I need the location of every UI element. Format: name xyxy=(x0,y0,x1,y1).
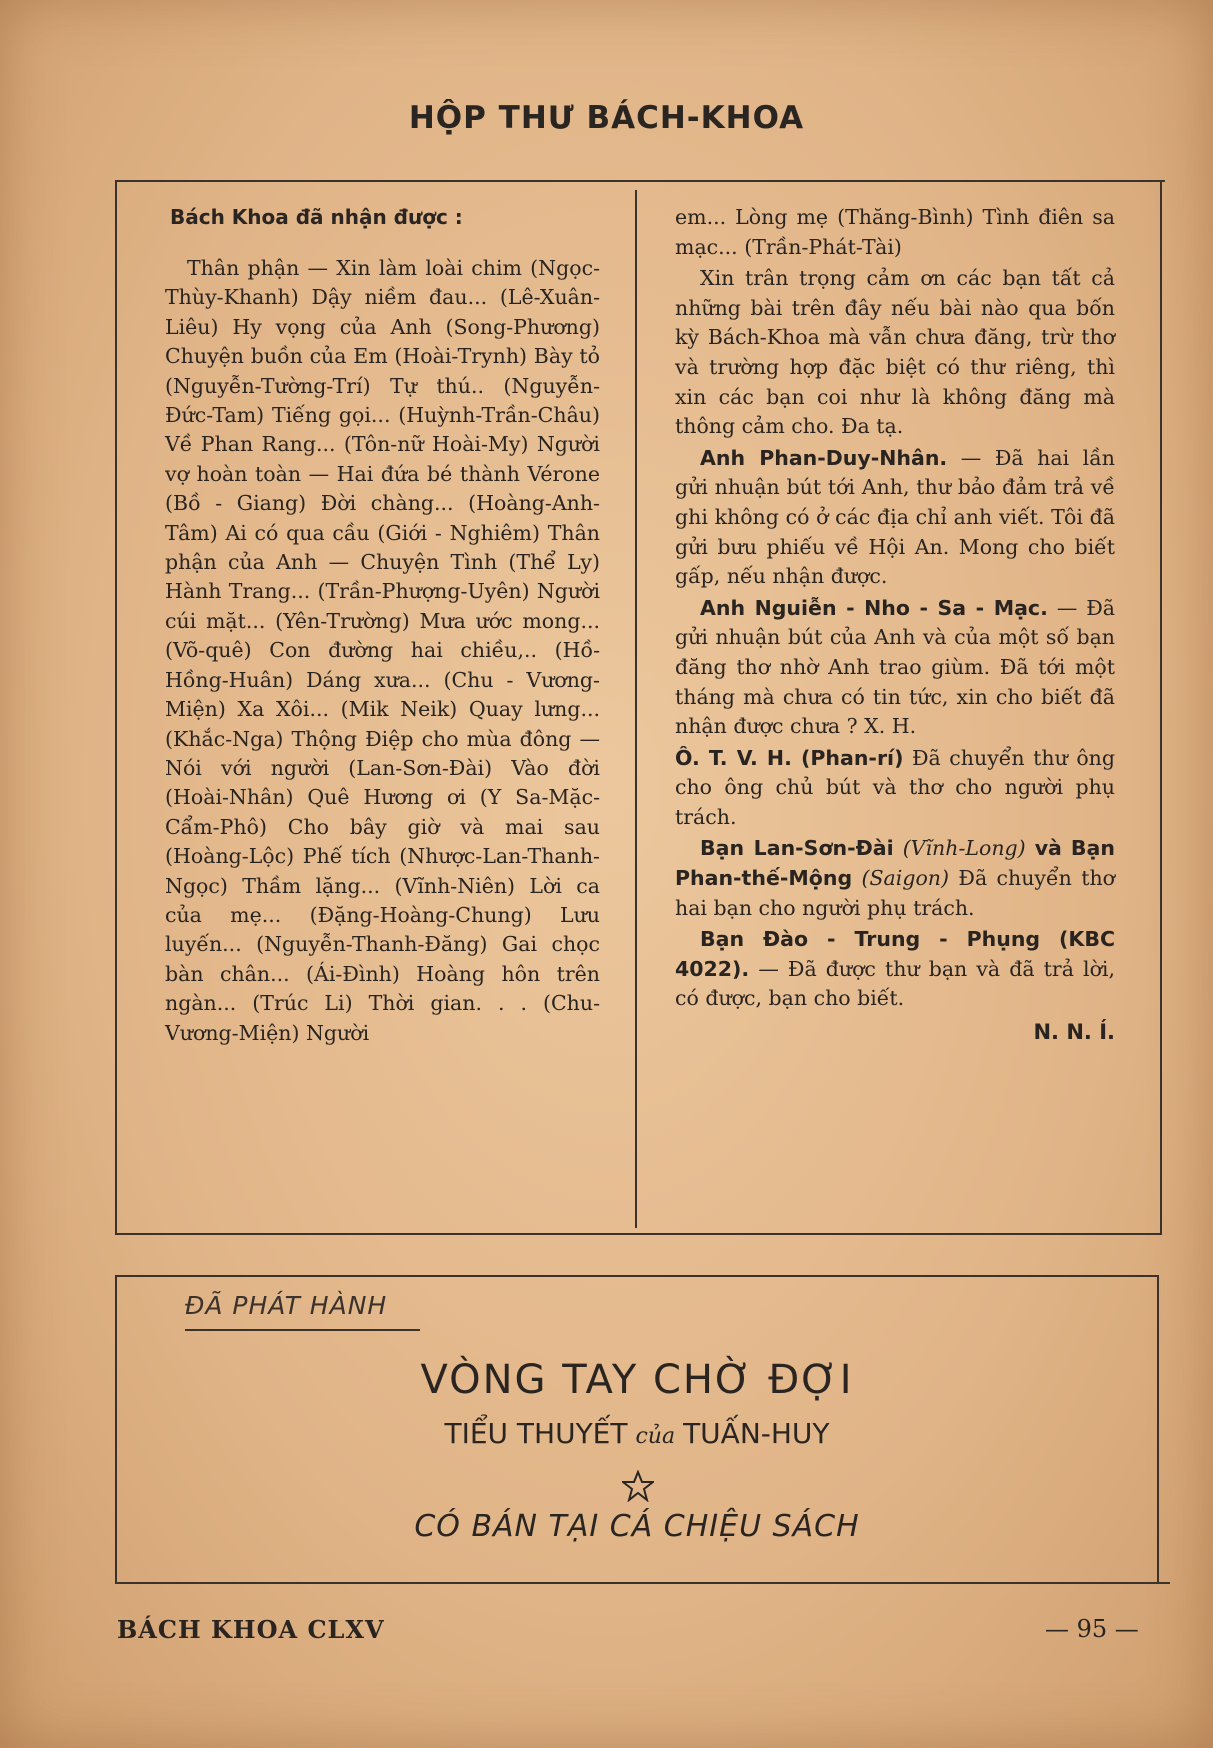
ad-availability: CÓ BÁN TẠI CÁ CHIỆU SÁCH xyxy=(414,1509,860,1544)
conjunction: và xyxy=(1034,836,1062,861)
ad-label-underline xyxy=(185,1329,420,1331)
box-right-border xyxy=(1160,180,1162,1235)
received-list: Thân phận — Xin làm loài chim (Ngọc-Thùy-Khanh) Dậy niềm đau... (Lê-Xuân-Liêu) Hy vọng của Anh (Song-Phương) Chuyện buồn của Em (Hoài-Trynh) Bày tỏ (Nguyễn-Tường-Trí) Tự thú.. (Nguyễn-Đức-Tam) Tiếng gọi... (Huỳnh-Trần-Châu) Về Phan Rang... (Tôn-nữ Hoài-My) Người vợ hoàn toàn — Hai đứa bé thành Vérone (Bồ - Giang) Đời chàng... (Hoàng-Anh-Tâm) Ai có qua cầu (Giới - Nghiêm) Thân phận của Anh — Chuyện Tình (Thể Ly) Hành Trang... (Trần-Phượng-Uyên) Người cúi mặt... (Yên-Trường) Mưa ước mong... (Võ-quê) Con đường hai chiều,.. (Hồ-Hồng-Huân) Dáng xưa... (Chu - Vương-Miện) Xa Xôi... (Mik Neik) Quay lưng... (Khắc-Nga) Thộng Điệp cho mùa đông — Nói với người (Lan-Sơn-Đài) Vào đời (Hoài-Nhân) Quê Hương ơi (Y Sa-Mặc-Cẩm-Phô) Cho bây giờ và mai sau (Hoàng-Lộc) Phế tích (Nhược-Lan-Thanh-Ngọc) Thầm lặng... (Vĩnh-Niên) Lời ca của mẹ... (Đặng-Hoàng-Chung) Lưu luyến... (Nguyễn-Thanh-Đăng) Gai chọc bàn chân... (Ái-Đình) Hoàng hôn trên ngàn... (Trúc Li) Thời gian. . . (Chu-Vương-Miện) Người xyxy=(165,256,600,1045)
thanks-paragraph: Xin trân trọng cảm ơn các bạn tất cả những bài trên đây nếu bài nào qua bốn kỳ Bách-Khoa mà vẫn chưa đăng, trừ thơ và trường hợp đặc biệt có thư riêng, thì xin các bạn coi như là không đăng mà thông cảm cho. Đa tạ. xyxy=(675,266,1115,439)
reply-text: Đã chuyển thư ông cho ông chủ bút và thơ cho người phụ trách. xyxy=(675,745,1115,829)
book-subtitle xyxy=(117,1417,1157,1450)
subtitle-author: TUẤN-HUY xyxy=(683,1417,830,1450)
subtitle-of: của xyxy=(635,1424,676,1449)
list-continuation: em... Lòng mẹ (Thăng-Bình) Tình điên sa mạc... (Trần-Phát-Tài) xyxy=(675,205,1115,259)
reply-dao-trung-phung xyxy=(675,925,1115,1014)
recipient-name: Bạn Lan-Sơn-Đài xyxy=(700,836,894,861)
star-icon xyxy=(622,1470,654,1502)
right-column xyxy=(675,203,1115,1044)
reply-phan-duy-nhan xyxy=(675,444,1115,592)
reply-nguien-nho-sa-mac xyxy=(675,594,1115,742)
received-heading: Bách Khoa đã nhận được : xyxy=(170,205,463,229)
advertisement-box xyxy=(115,1275,1159,1584)
left-column xyxy=(165,205,600,1048)
reply-text: — Đã gửi nhuận bút của Anh và của một số bạn đăng thơ nhờ Anh trao giùm. Đã tới một tháng mà chưa có tin tức, xin cho biết đã nhận được chưa ? X. H. xyxy=(675,595,1115,739)
recipient-name: Bạn Đào - Trung - Phụng (KBC 4022). xyxy=(675,927,1115,981)
book-title: VÒNG TAY CHỜ ĐỢI xyxy=(420,1357,854,1403)
column-divider xyxy=(635,190,637,1228)
reply-text: — Đã hai lần gửi nhuận bút tới Anh, thư bảo đảm trả về ghi không có ở các địa chỉ anh viết. Tôi đã gửi bưu phiếu về Hội An. Mong cho biết gấp, nếu nhận được. xyxy=(675,445,1115,589)
reply-otvh xyxy=(675,744,1115,833)
footer-divider xyxy=(115,1582,1170,1584)
recipient-name: Anh Nguiễn - Nho - Sa - Mạc. xyxy=(700,595,1048,620)
signature: N. N. Í. xyxy=(1033,1020,1115,1045)
page-title: HỘP THƯ BÁCH-KHOA xyxy=(408,100,805,136)
page-number: — 95 — xyxy=(1045,1615,1139,1643)
reply-text: Đã chuyển thơ hai bạn cho người phụ trách. xyxy=(675,866,1115,920)
recipient-place: (Saigon) xyxy=(861,866,950,891)
box-left-border xyxy=(115,180,117,1235)
box-bottom-border xyxy=(115,1233,1162,1235)
magazine-issue: BÁCH KHOA CLXV xyxy=(117,1615,385,1644)
subtitle-genre: TIỂU THUYẾT xyxy=(444,1417,628,1450)
reply-lan-son-dai xyxy=(675,834,1115,923)
reply-text: — Đã được thư bạn và đã trả lời, có được, bạn cho biết. xyxy=(675,956,1115,1011)
recipient-place: (Vĩnh-Long) xyxy=(902,836,1026,861)
ad-label: ĐÃ PHÁT HÀNH xyxy=(185,1291,388,1320)
recipient-name: Ô. T. V. H. (Phan-rí) xyxy=(675,745,904,770)
recipient-name: Anh Phan-Duy-Nhân. xyxy=(700,445,948,470)
header-divider xyxy=(115,180,1165,182)
recipient-name: Bạn Phan-thế-Mộng xyxy=(675,836,1115,891)
